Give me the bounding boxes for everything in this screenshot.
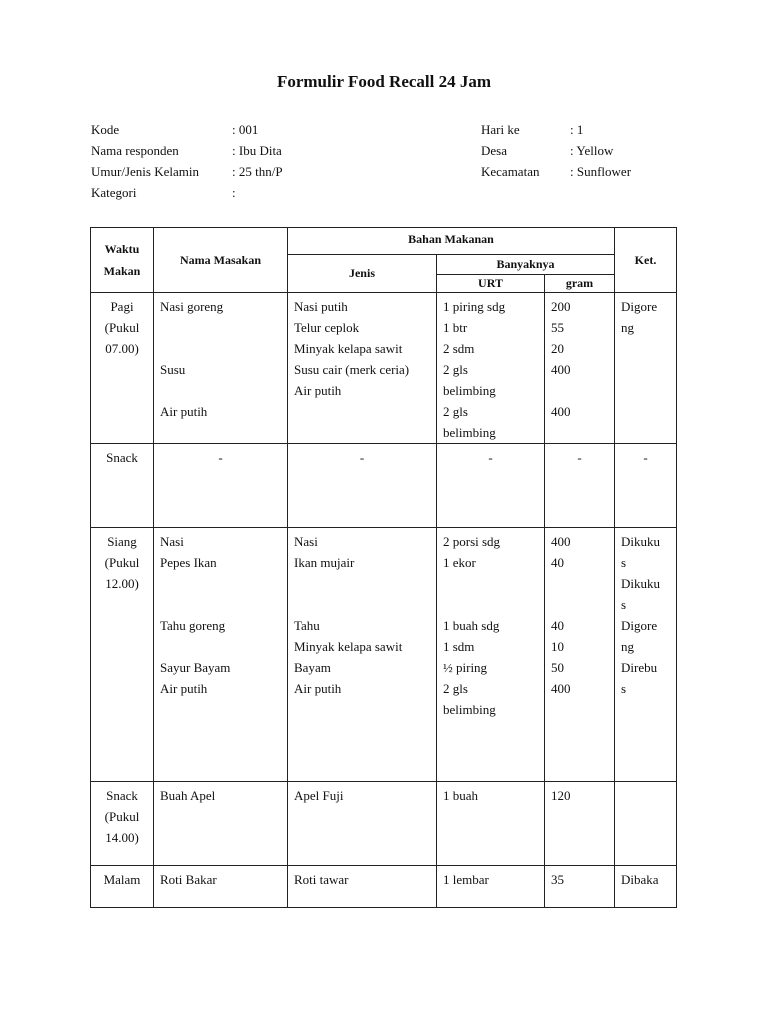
cell-line: Snack	[106, 788, 138, 803]
cell-urt	[437, 866, 545, 908]
info-row-umur-jenis-kelamin	[91, 161, 471, 182]
cell-line: 2 gls	[443, 362, 468, 377]
form-title: Formulir Food Recall 24 Jam	[276, 72, 492, 91]
cell-line: 1 piring sdg	[443, 299, 506, 314]
cell-line: s	[621, 555, 627, 570]
cell-line: 1 buah sdg	[443, 618, 500, 633]
info-label: Nama responden	[91, 143, 179, 158]
cell-urt	[437, 293, 545, 444]
cell-jenis	[288, 444, 437, 528]
cell-jenis	[288, 528, 437, 782]
cell-line: 50	[551, 660, 564, 675]
cell-line: Buah Apel	[160, 788, 216, 803]
table-row	[91, 444, 677, 528]
cell-nama-masakan	[154, 866, 288, 908]
table-row	[91, 528, 677, 782]
cell-line: Air putih	[160, 681, 208, 696]
info-row-desa	[481, 140, 681, 161]
cell-line: Nasi putih	[294, 299, 348, 314]
info-label: Umur/Jenis Kelamin	[91, 164, 199, 179]
cell-line	[160, 338, 281, 359]
cell-line: Pepes Ikan	[160, 555, 217, 570]
cell-line: Snack	[106, 450, 138, 465]
cell-line: ½ piring	[443, 660, 488, 675]
cell-line: Nasi	[294, 534, 318, 549]
cell-nama-masakan	[154, 782, 288, 866]
cell-line	[551, 573, 608, 594]
cell-line: Direbu	[621, 660, 658, 675]
cell-urt	[437, 528, 545, 782]
info-row-kategori	[91, 182, 471, 203]
cell-line: 200	[551, 299, 571, 314]
cell-waktu-makan	[91, 528, 154, 782]
cell-gram	[545, 528, 615, 782]
cell-ket	[615, 293, 677, 444]
cell-line: Siang	[107, 534, 137, 549]
cell-line: Nasi	[160, 534, 184, 549]
cell-ket	[615, 444, 677, 528]
cell-gram	[545, 293, 615, 444]
header-jenis: Jenis	[288, 255, 437, 293]
cell-line: ng	[621, 639, 634, 654]
info-value: : Ibu Dita	[232, 143, 282, 158]
cell-line: Nasi goreng	[160, 299, 224, 314]
cell-line: -	[488, 450, 493, 465]
table-row	[91, 782, 677, 866]
cell-ket	[615, 866, 677, 908]
cell-jenis	[288, 866, 437, 908]
cell-line: Air putih	[160, 404, 208, 419]
cell-line: (Pukul	[104, 555, 140, 570]
cell-line: ng	[621, 320, 634, 335]
header-waktu-line1: Waktu	[104, 242, 140, 256]
cell-waktu-makan	[91, 866, 154, 908]
header-waktu-makan	[91, 228, 154, 293]
table-row	[91, 866, 677, 908]
cell-line: s	[621, 597, 627, 612]
food-recall-table	[90, 227, 677, 908]
cell-line: 07.00)	[105, 341, 139, 356]
cell-line: 400	[551, 534, 571, 549]
cell-nama-masakan	[154, 528, 288, 782]
cell-line: -	[359, 450, 365, 465]
header-waktu-line2: Makan	[103, 264, 141, 278]
cell-line: 1 lembar	[443, 872, 489, 887]
cell-line: 20	[551, 341, 564, 356]
cell-line: 2 sdm	[443, 341, 475, 356]
cell-line	[160, 380, 281, 401]
respondent-info	[91, 119, 471, 203]
cell-waktu-makan	[91, 782, 154, 866]
cell-line: 400	[551, 404, 571, 419]
cell-line: 400	[551, 362, 571, 377]
cell-line: s	[621, 681, 627, 696]
table-body	[91, 293, 677, 908]
cell-line: Susu	[160, 362, 186, 377]
cell-line: Roti tawar	[294, 872, 349, 887]
info-row-nama-responden	[91, 140, 471, 161]
cell-line: 1 buah	[443, 788, 479, 803]
cell-urt	[437, 444, 545, 528]
cell-line: Minyak kelapa sawit	[294, 341, 403, 356]
cell-nama-masakan	[154, 444, 288, 528]
table-row	[91, 293, 677, 444]
info-value: : 001	[232, 122, 259, 137]
header-urt: URT	[437, 275, 545, 293]
cell-line: Air putih	[294, 383, 342, 398]
info-row-kecamatan	[481, 161, 681, 182]
cell-line: 12.00)	[105, 576, 139, 591]
cell-line: 1 ekor	[443, 555, 476, 570]
cell-line	[294, 594, 430, 615]
cell-line: belimbing	[443, 702, 496, 717]
info-value: :	[232, 185, 236, 200]
cell-line: Pagi	[110, 299, 134, 314]
cell-line: belimbing	[443, 383, 496, 398]
cell-line: belimbing	[443, 425, 496, 440]
cell-line: Tahu	[294, 618, 320, 633]
cell-line: Digore	[621, 618, 658, 633]
info-value: : Sunflower	[570, 164, 632, 179]
cell-line: 2 porsi sdg	[443, 534, 501, 549]
cell-line: Susu cair (merk ceria)	[294, 362, 410, 377]
cell-line: (Pukul	[104, 809, 140, 824]
cell-line: 1 sdm	[443, 639, 475, 654]
cell-line: Ikan mujair	[294, 555, 355, 570]
info-label: Kategori	[91, 185, 137, 200]
info-label: Kode	[91, 122, 120, 137]
cell-line: 2 gls	[443, 681, 468, 696]
cell-line: 40	[551, 555, 564, 570]
cell-nama-masakan	[154, 293, 288, 444]
cell-gram	[545, 866, 615, 908]
header-bahan-makanan: Bahan Makanan	[288, 228, 615, 255]
cell-line: 10	[551, 639, 564, 654]
cell-ket	[615, 782, 677, 866]
info-label: Kecamatan	[481, 164, 540, 179]
info-row-hari-ke	[481, 119, 681, 140]
cell-gram	[545, 782, 615, 866]
cell-line: Dibaka	[621, 872, 659, 887]
cell-line: Dikuku	[621, 576, 660, 591]
cell-line: Sayur Bayam	[160, 660, 231, 675]
cell-line: -	[577, 450, 582, 465]
cell-line	[160, 594, 281, 615]
cell-line	[443, 594, 538, 615]
cell-line: Air putih	[294, 681, 342, 696]
cell-line: Apel Fuji	[294, 788, 344, 803]
info-value: : Yellow	[570, 143, 614, 158]
header-ket: Ket.	[615, 228, 677, 293]
cell-line: Digore	[621, 299, 658, 314]
cell-line: Tahu goreng	[160, 618, 226, 633]
cell-line: 40	[551, 618, 564, 633]
info-row-kode	[91, 119, 471, 140]
cell-line: 35	[551, 872, 564, 887]
cell-line: 120	[551, 788, 571, 803]
header-nama-masakan: Nama Masakan	[154, 228, 288, 293]
cell-line: Telur ceplok	[294, 320, 360, 335]
cell-line: -	[218, 450, 223, 465]
cell-line: Malam	[103, 872, 141, 887]
cell-waktu-makan	[91, 444, 154, 528]
cell-ket	[615, 528, 677, 782]
info-value: : 1	[570, 122, 584, 137]
header-gram: gram	[545, 275, 615, 293]
cell-line: Roti Bakar	[160, 872, 217, 887]
cell-line: (Pukul	[104, 320, 140, 335]
header-banyaknya: Banyaknya	[437, 255, 615, 275]
cell-line: Minyak kelapa sawit	[294, 639, 403, 654]
info-value: : 25 thn/P	[232, 164, 283, 179]
cell-line	[294, 573, 430, 594]
cell-waktu-makan	[91, 293, 154, 444]
cell-line: 2 gls	[443, 404, 468, 419]
cell-line	[160, 573, 281, 594]
cell-jenis	[288, 293, 437, 444]
cell-line: 1 btr	[443, 320, 468, 335]
info-label: Desa	[481, 143, 507, 158]
cell-line	[443, 573, 538, 594]
cell-line: Bayam	[294, 660, 331, 675]
cell-line: 55	[551, 320, 564, 335]
info-label: Hari ke	[481, 122, 520, 137]
cell-urt	[437, 782, 545, 866]
cell-line: 14.00)	[105, 830, 139, 845]
cell-line: 400	[551, 681, 571, 696]
cell-line: Dikuku	[621, 534, 660, 549]
cell-jenis	[288, 782, 437, 866]
cell-line	[160, 317, 281, 338]
location-info	[481, 119, 681, 182]
cell-line	[551, 380, 608, 401]
cell-line	[551, 594, 608, 615]
cell-line	[160, 636, 281, 657]
cell-line: -	[643, 450, 648, 465]
cell-gram	[545, 444, 615, 528]
